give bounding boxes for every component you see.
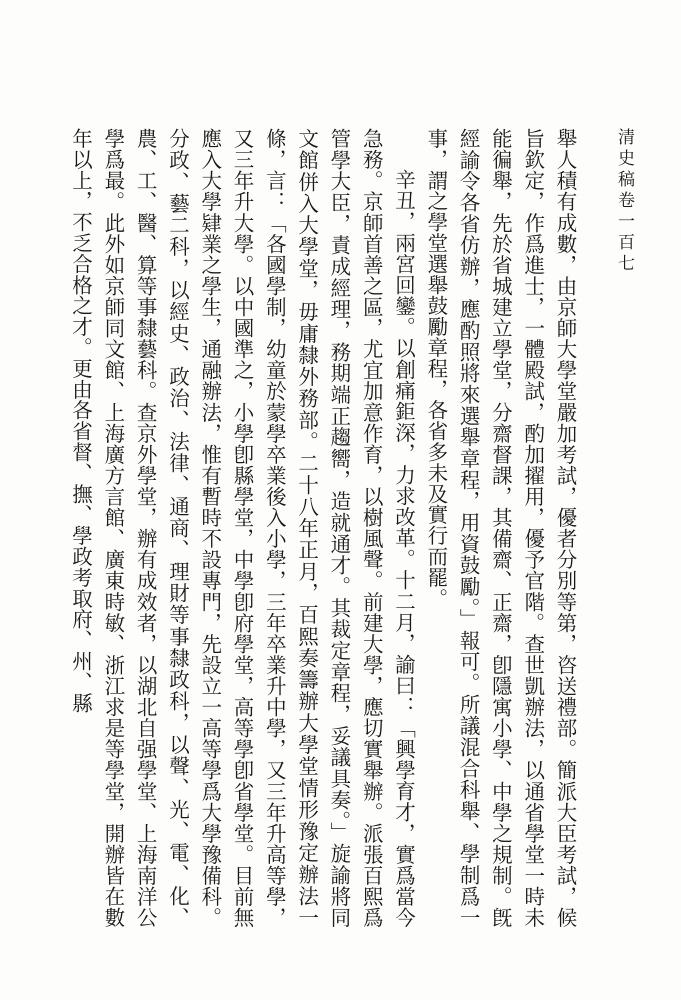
page-header bbox=[595, 128, 651, 988]
book-title: 清史稿卷一百七 bbox=[614, 128, 634, 275]
paragraph-1: 舉人積有成數，由京師大學堂嚴加考試，優者分別等第，咨送禮部。簡派大臣考試，候旨欽定，作爲進士，一體殿試，酌加擢用，優予官階。查世凱辦法，以通省學堂一時未能徧舉，先於省城建立學堂，分齋督課，其備齋、正齋，卽隱寓小學、中學之規制。旣經諭令各省仿辦，應酌照將來選舉章程，用資鼓勵。」報可。所議混合科舉、學制爲一事，謂之學堂選舉鼓勵章程，各省多未及實行而罷。 bbox=[423, 128, 577, 928]
paragraph-2: 辛丑，兩宮回鑾。以創痛鉅深，力求改革。十二月，諭曰：「興學育才，實爲當今急務。京師首善之區，尤宜加意作育，以樹風聲。前建大學，應切實舉辦。派張百熙爲管學大臣，責成經理，務期端正趨嚮，造就通才。其裁定章程，妥議具奏。」旋諭將同文館併入大學堂，毋庸隸外務部。二十八年正月，百熙奏籌辦大學堂情形豫定辦法一條，言：「各國學制，幼童於蒙學卒業後入小學，三年卒業升中學，又三年升高等學，又三年升大學。以中國準之，小學卽縣學堂，中學卽府學堂，高等學卽省學堂。目前無應入大學肄業之學生，通融辦法，惟有暫時不設專門，先設立一高等學爲大學豫備科。分政、藝二科，以經史、政治、法律、通商、理財等事隸政科，以聲、光、電、化、農、工、醫、算等事隸藝科。查京外學堂，辦有成效者，以湖北自强學堂、上海南洋公學爲最。此外如京師同文館、上海廣方言館、廣東時敏、浙江求是等學堂，開辦皆在數年以上，不乏合格之才。更由各省督、撫、學政考取府、州、縣 bbox=[68, 128, 416, 928]
body-text bbox=[68, 128, 581, 928]
